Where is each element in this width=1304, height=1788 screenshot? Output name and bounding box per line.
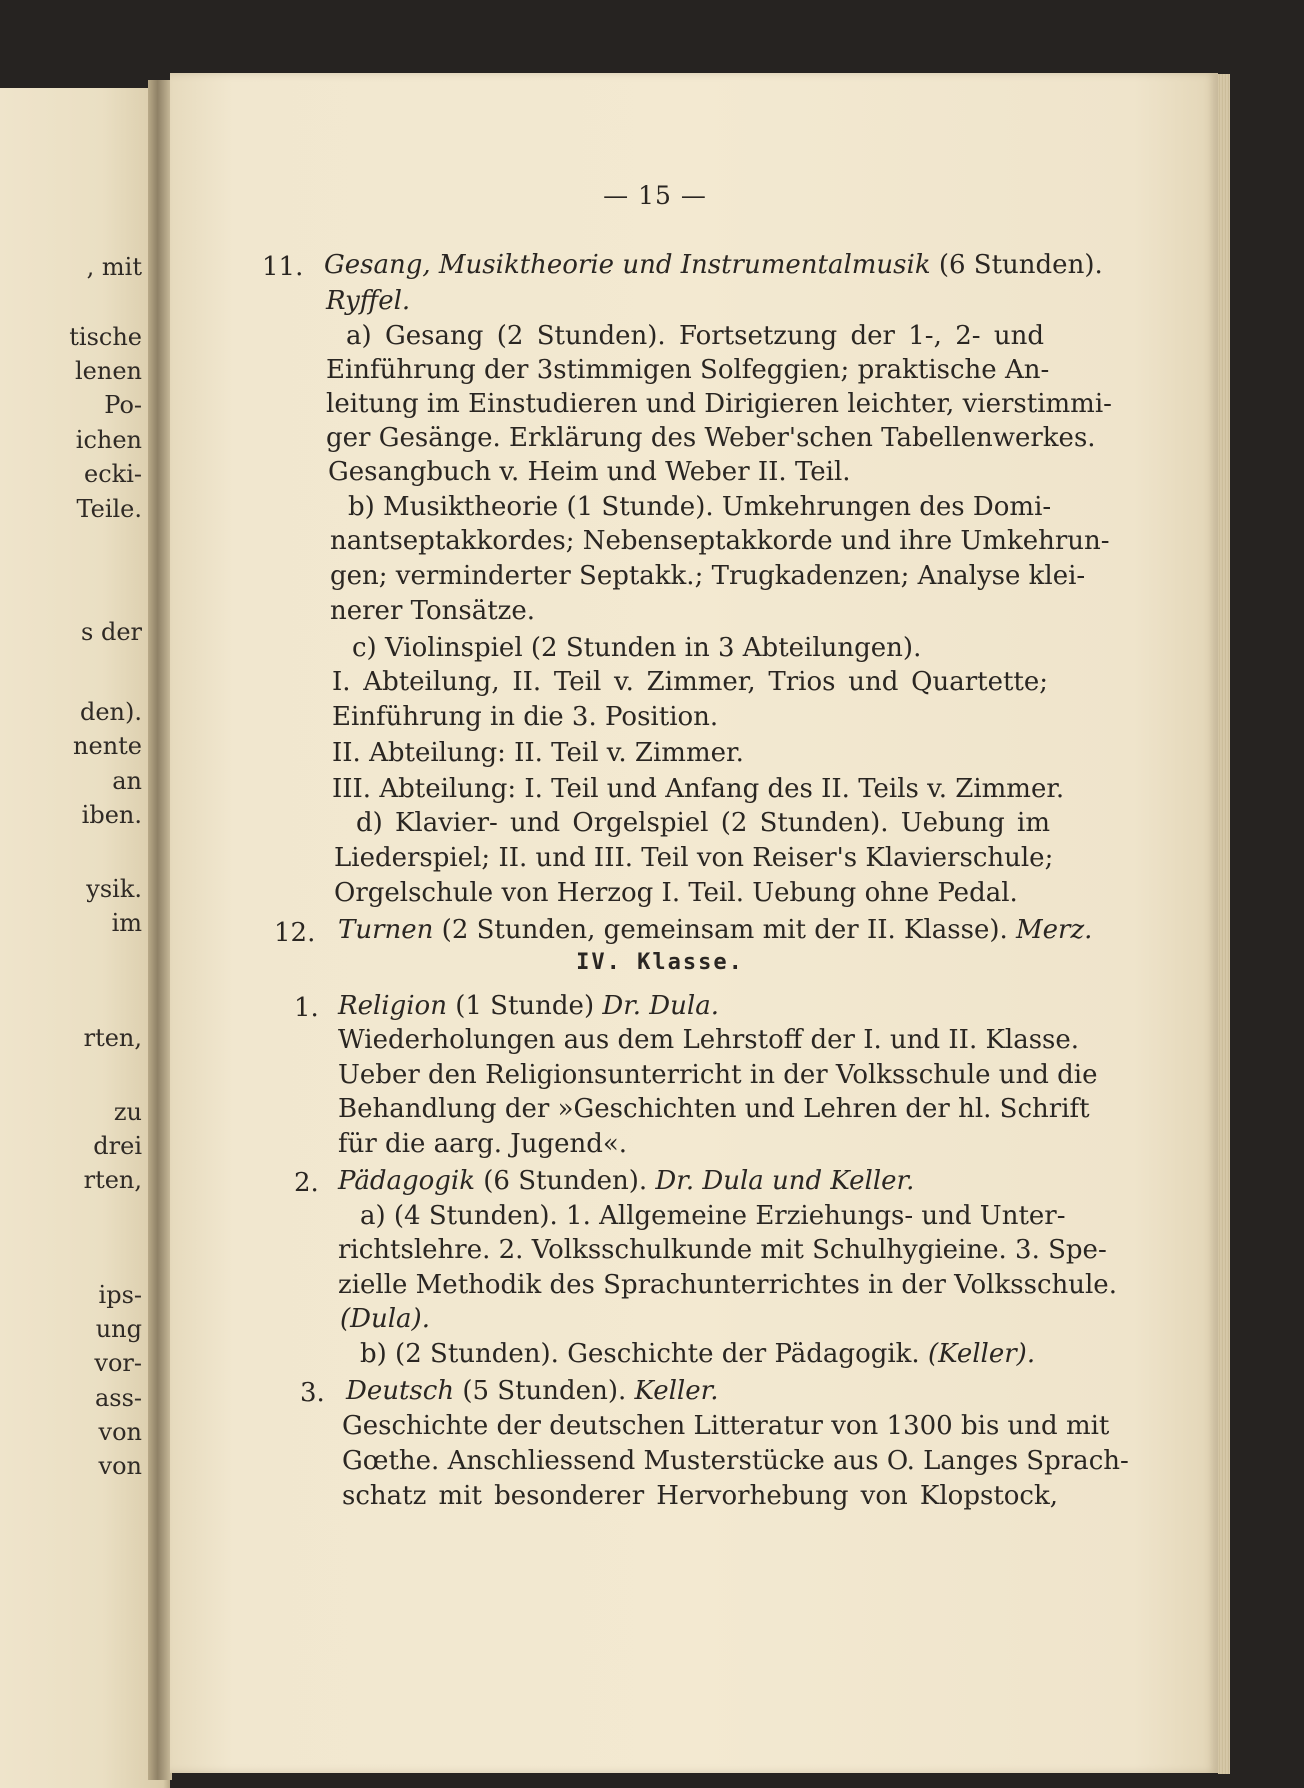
left-page-fragment: rten, [83,1024,142,1052]
teacher-name: (Keller). [927,1339,1036,1369]
text-line: Einführung in die 3. Position. [332,702,719,732]
text-line: nantseptakkordes; Nebenseptakkorde und ihre Umkehrun- [330,526,1110,556]
text-line: zielle Methodik des Sprachunterrichtes in der Volksschule. [338,1270,1117,1300]
left-page-fragment: s der [81,618,142,646]
section-title-italic: Gesang, Musiktheorie und Instrumentalmusik [324,250,931,280]
section-title-rest: (6 Stunden). [474,1166,656,1196]
teacher-name: Merz. [1016,915,1093,945]
text-line: Ueber den Religionsunterricht in der Volksschule und die [338,1060,1098,1090]
section-title-italic: Religion [338,991,447,1021]
text-line: Geschichte der deutschen Litteratur von 1300 bis und mit [342,1411,1110,1441]
text-line: für die aarg. Jugend«. [338,1129,628,1159]
left-page-fragment: vor- [94,1349,142,1377]
left-page-fragment: ecki- [84,460,142,488]
text-line: schatz mit besonderer Hervorhebung von Klopstock, [342,1481,1058,1511]
text-line: a) Gesang (2 Stunden). Fortsetzung der 1-, 2- und [346,321,1044,351]
text-line: c) Violinspiel (2 Stunden in 3 Abteilungen). [352,633,922,663]
class-heading: IV. Klasse. [576,950,744,975]
left-page-fragment: zu [113,1098,142,1126]
text-line: II. Abteilung: II. Teil v. Zimmer. [332,738,744,768]
teacher-name-text: Ryffel. [326,286,411,316]
text-line: Orgelschule von Herzog I. Teil. Uebung ohne Pedal. [334,878,1018,908]
text-line: richtslehre. 2. Volksschulkunde mit Schulhygieine. 3. Spe- [338,1235,1107,1265]
left-page-fragment: ichen [75,426,142,454]
section-title-rest: (2 Stunden, gemeinsam mit der II. Klasse). [433,915,1017,945]
left-page-fragment: nente [73,732,142,760]
text-line: gen; verminderter Septakk.; Trugkadenzen; Analyse klei- [330,561,1086,591]
book-gutter [148,80,172,1780]
left-page-fragment: Po- [104,391,142,419]
section-title-italic: Deutsch [346,1376,455,1406]
item-number: 12. [274,918,316,948]
page-number: — 15 — [603,181,707,210]
text-line-b: b) (2 Stunden). Geschichte der Pädagogik. [360,1339,928,1369]
text-line: I. Abteilung, II. Teil v. Zimmer, Trios und Quartette; [332,667,1048,697]
item-number: 2. [294,1168,319,1198]
item-number: 11. [262,252,304,282]
left-page-fragment: lenen [75,357,142,385]
section-title-rest: (1 Stunde) [446,991,603,1021]
left-page-fragment: von [98,1418,142,1446]
left-page-fragment: ysik. [86,875,142,903]
text-line: Gesangbuch v. Heim und Weber II. Teil. [328,457,851,487]
section-title-rest: (5 Stunden). [454,1376,635,1406]
section-title [338,915,1092,945]
section-title-hours: (6 Stunden). [930,250,1103,280]
section-title-italic: Pädagogik [338,1166,475,1196]
left-page-fragment: an [112,767,142,795]
item-number: 3. [300,1378,325,1408]
teacher-name: Dr. Dula und Keller. [655,1166,915,1196]
text-line: b) Musiktheorie (1 Stunde). Umkehrungen des Domi- [348,492,1052,522]
text-line: a) (4 Stunden). 1. Allgemeine Erziehungs- und Unter- [360,1201,1066,1231]
text-line: Einführung der 3stimmigen Solfeggien; praktische An- [326,355,1050,385]
left-page-fragment: im [111,909,142,937]
dula-note: (Dula). [340,1304,430,1334]
left-page-fragment: ung [95,1315,142,1343]
left-page-fragment: den). [79,698,142,726]
text-line [360,1339,1035,1369]
text-line: Behandlung der »Geschichten und Lehren der hl. Schrift [338,1094,1090,1124]
text-line: Wiederholungen aus dem Lehrstoff der I. und II. Klasse. [338,1025,1080,1055]
left-page-fragment: Teile. [76,495,142,523]
left-page-fragment: ass- [94,1384,142,1412]
text-line [340,1304,430,1334]
text-line: leitung im Einstudieren und Dirigieren leichter, vierstimmi- [326,389,1112,419]
section-title [346,1376,718,1406]
section-title-italic: Turnen [338,915,434,945]
section-title [338,1166,914,1196]
text-line: Liederspiel; II. und III. Teil von Reiser's Klavierschule; [334,843,1054,873]
text-line: III. Abteilung: I. Teil und Anfang des II. Teils v. Zimmer. [332,774,1065,804]
item-number: 1. [294,993,319,1023]
section-title [338,991,719,1021]
left-page-fragment: ips- [98,1281,142,1309]
left-page-fragment: , mit [86,253,142,281]
left-page-fragment: iben. [81,801,142,829]
section-title [324,250,1103,280]
text-line: ger Gesänge. Erklärung des Weber'schen Tabellenwerkes. [326,423,1096,453]
left-page-fragment: von [98,1452,142,1480]
left-page-fragment: drei [93,1132,142,1160]
teacher-name [326,286,410,316]
teacher-name: Keller. [634,1376,719,1406]
text-line: d) Klavier- und Orgelspiel (2 Stunden). Uebung im [356,808,1050,838]
left-page-fragment: rten, [83,1166,142,1194]
text-line: Gœthe. Anschliessend Musterstücke aus O. Langes Sprach- [342,1446,1129,1476]
teacher-name: Dr. Dula. [602,991,719,1021]
text-line: nerer Tonsätze. [330,596,536,626]
page-edge [1218,74,1230,1774]
left-page-fragment: tische [69,323,142,351]
